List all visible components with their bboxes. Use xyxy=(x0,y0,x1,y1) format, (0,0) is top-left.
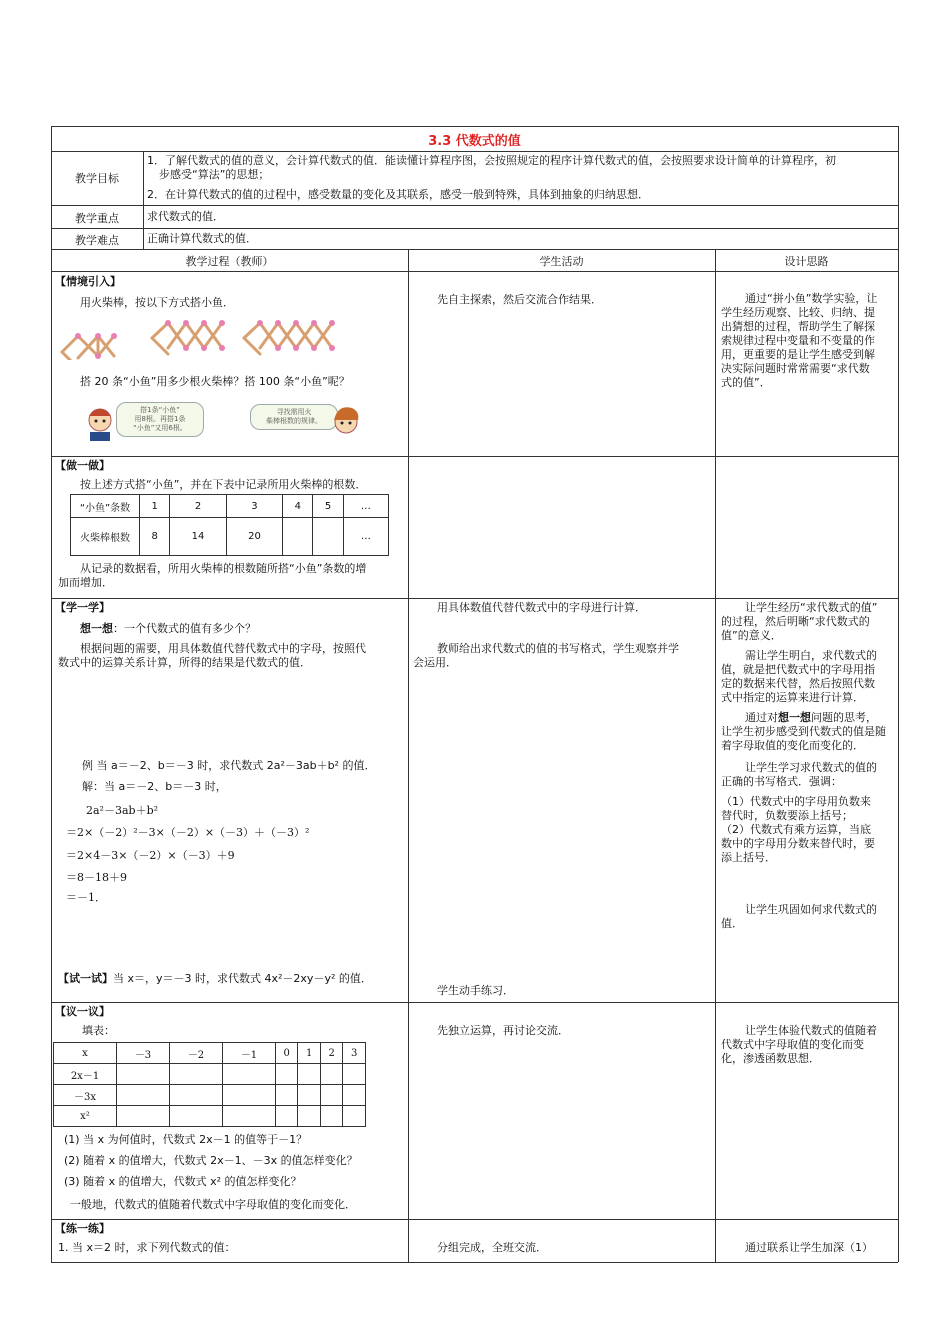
section3-student-3: 会运用． xyxy=(413,656,457,669)
key-text: 求代数式的值． xyxy=(147,210,224,223)
example: 例 当 a＝－2、b＝－3 时，求代数式 2a²－3ab＋b² 的值． xyxy=(82,759,376,772)
column-teacher: 教学过程（教师） xyxy=(185,255,274,268)
cartoon-teacher-icon xyxy=(330,402,362,442)
section4-heading: 【议一议】 xyxy=(55,1005,110,1018)
section2-line3: 加而增加． xyxy=(58,576,113,589)
bubble-left: 搭1条“小鱼” 用8根。再搭1条 “小鱼”又用6根。 xyxy=(116,402,204,437)
bubble-right: 寻找需用火 柴棒根数的规律。 xyxy=(250,404,338,430)
solution-2: 2a²－3ab＋b² xyxy=(86,804,159,817)
section4-design: 让学生体验代数式的值随着 代数式中字母取值的变化而变 化，渗透函数思想． xyxy=(721,1024,877,1065)
goal-label: 教学目标 xyxy=(75,172,119,185)
section2-line2: 从记录的数据看，所用火柴棒的根数随所搭“小鱼”条数的增 xyxy=(80,562,367,575)
goal-1b: 步感受“算法”的思想； xyxy=(159,168,270,181)
section4-student: 先独立运算，再讨论交流． xyxy=(437,1024,569,1037)
section5-line1: 1. 当 x＝2 时，求下列代数式的值： xyxy=(58,1241,236,1254)
section2-line1: 按上述方式搭“小鱼”，并在下表中记录所用火柴棒的根数． xyxy=(80,478,367,491)
section2-heading: 【做一做】 xyxy=(55,459,110,472)
difficulty-label: 教学难点 xyxy=(75,234,119,247)
solution-4: ＝2×4－3×（－2）×（－3）＋9 xyxy=(66,849,235,862)
goal-1: 1．了解代数式的值的意义，会计算代数式的值．能读懂计算程序图，会按照规定的程序计算代数式的值，会按照要求设计简单的计算程序，初 xyxy=(147,154,836,167)
definition-1: 根据问题的需要，用具体数值代替代数式中的字母，按照代 xyxy=(80,642,366,655)
summary: 一般地，代数式的值随着代数式中字母取值的变化而变化． xyxy=(70,1198,356,1211)
try-it: 【试一试】当 x＝，y＝－3 时，求代数式 4x²－2xy－y² 的值． xyxy=(58,972,372,985)
page-title: 3.3 代数式的值 xyxy=(428,134,521,149)
section1-design: 通过“拼小鱼”数学实验，让 学生经历观察、比较、归纳、提 出猜想的过程，帮助学生了解探 索规律过程中变量和不变量的作 用，更重要的是让学生感受到解 决实际问题时常常需要“求代数 式的值”． xyxy=(721,292,878,389)
cartoon-student-icon xyxy=(84,402,116,442)
value-table: x －3 －2 －1 0 1 2 3 2x－1 －3x x² xyxy=(53,1042,366,1127)
solution-5: ＝8－18＋9 xyxy=(66,871,127,884)
question-2: (2) 随着 x 的值增大，代数式 2x－1、－3x 的值怎样变化？ xyxy=(64,1154,358,1167)
section3-student-4: 学生动手练习． xyxy=(437,984,514,997)
section3-student-2: 教师给出求代数式的值的书写格式，学生观察并学 xyxy=(437,642,679,655)
section3-student-1: 用具体数值代替代数式中的字母进行计算． xyxy=(437,601,646,614)
section5-heading: 【练一练】 xyxy=(55,1222,110,1235)
definition-2: 数式中的运算关系计算，所得的结果是代数式的值． xyxy=(58,656,311,669)
section5-student: 分组完成，全班交流． xyxy=(437,1241,547,1254)
section1-line2: 搭 20 条“小鱼”用多少根火柴棒？搭 100 条“小鱼”呢？ xyxy=(80,375,350,388)
section1-heading: 【情境引入】 xyxy=(55,275,121,288)
section3-design: 让学生经历“求代数式的值” 的过程，然后明晰“求代数式的 值”的意义． 需让学生明白，求代数式的 值，就是把代数式中的字母用指 定的数据来代替，然后按照代数 式中指定的运算来进行计算． 通过对想一想问题的思考， 让学生初步感受到代数式的值是随 着字母取值的变化而变化的． 让学生学习求代数式的值的 正确的书写格式．强调： （1）代数式中的字母用负数来 替代时，负数要添上括号； （2）代数式有乘方运算，当底 数中的字母用分数来替代时，要 添上括号． 让学生巩固如何求代数式的 值． xyxy=(721,601,886,930)
question-3: (3) 随着 x 的值增大，代数式 x² 的值怎样变化？ xyxy=(64,1175,302,1188)
section1-student: 先自主探索，然后交流合作结果． xyxy=(437,293,602,306)
column-student: 学生活动 xyxy=(539,255,584,268)
question-1: (1) 当 x 为何值时，代数式 2x－1 的值等于－1？ xyxy=(64,1133,308,1146)
fish-matchstick-figure xyxy=(58,318,388,360)
goal-2: 2．在计算代数式的值的过程中，感受数量的变化及其联系，感受一般到特殊，具体到抽象的归纳思想． xyxy=(147,188,649,201)
difficulty-text: 正确计算代数式的值． xyxy=(147,232,257,245)
fish-count-table: “小鱼”条数 1 2 3 4 5 … 火柴棒根数 8 14 20 … xyxy=(70,494,389,556)
solution-3: ＝2×（－2）²－3×（－2）×（－3）＋（－3）² xyxy=(66,826,310,839)
key-label: 教学重点 xyxy=(75,212,119,225)
think-question: 想一想：一个代数式的值有多少个？ xyxy=(80,622,256,635)
solution-1: 解：当 a＝－2、b＝－3 时， xyxy=(82,780,227,793)
solution-6: ＝－1． xyxy=(66,891,106,904)
column-design: 设计思路 xyxy=(784,255,829,268)
section1-line1: 用火柴棒，按以下方式搭小鱼． xyxy=(80,296,234,309)
section3-heading: 【学一学】 xyxy=(55,601,110,614)
fill-table-label: 填表： xyxy=(82,1024,115,1037)
section5-design: 通过联系让学生加深（1） xyxy=(745,1241,873,1254)
